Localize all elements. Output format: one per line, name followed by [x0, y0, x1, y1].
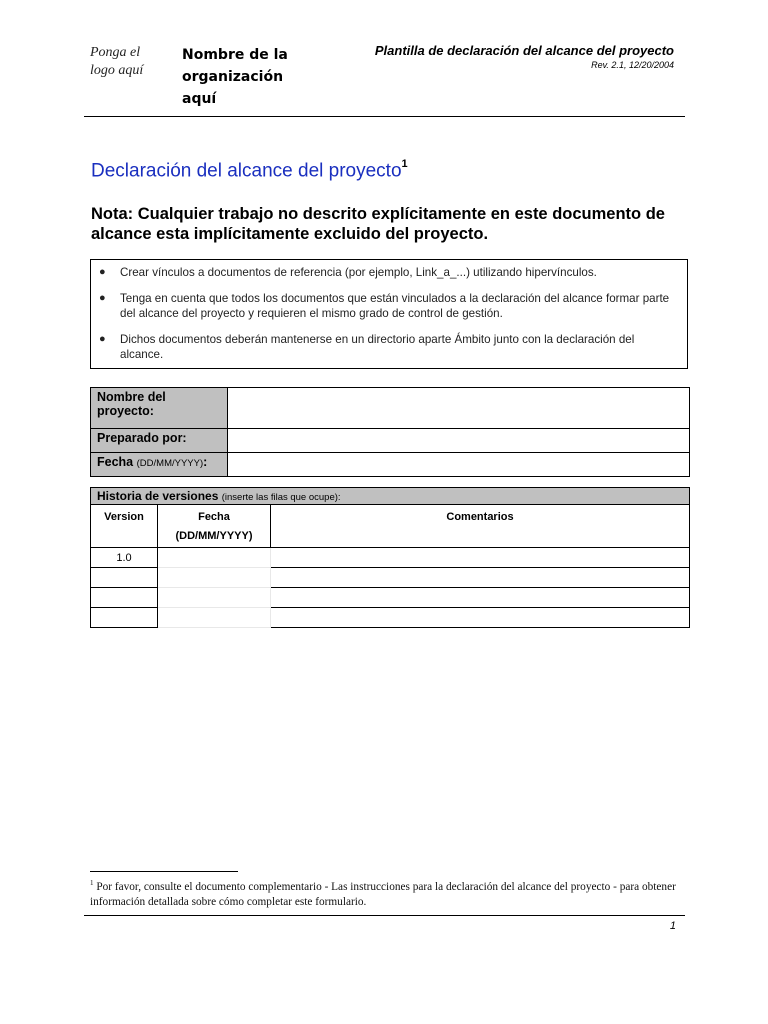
- scope-note: Nota: Cualquier trabajo no descrito explícitamente en este documento de alcance esta implícitamente excluido del proyecto.: [91, 205, 665, 243]
- project-name-field[interactable]: [228, 388, 690, 429]
- date-format-hint: (DD/MM/YYYY): [136, 458, 204, 469]
- project-info-table: [90, 387, 690, 477]
- version-cell[interactable]: 1.0: [91, 548, 158, 568]
- instructions-list: [91, 260, 687, 362]
- instruction-item: [99, 291, 679, 321]
- instruction-text: Tenga en cuenta que todos los documentos que están vinculados a la declaración del alcance formar parte del alcance del proyecto y requieren el mismo grado de control de gestión.: [120, 292, 670, 320]
- version-cell[interactable]: [91, 588, 158, 608]
- instruction-text: Dichos documentos deberán mantenerse en un directorio aparte Ámbito junto con la declaración del alcance.: [120, 333, 635, 361]
- bullet-icon: ●: [99, 292, 106, 304]
- org-line-3: aquí: [182, 91, 217, 107]
- comments-cell[interactable]: [271, 608, 690, 628]
- table-row: [91, 453, 690, 477]
- column-header-date-line-2: (DD/MM/YYYY): [175, 530, 253, 542]
- organization-name: [182, 44, 332, 110]
- footnote: [90, 876, 690, 910]
- table-row: [91, 588, 690, 608]
- prepared-by-field[interactable]: [228, 429, 690, 453]
- instruction-text: Crear vínculos a documentos de referencia (por ejemplo, Link_a_...) utilizando hipervínculos.: [120, 266, 597, 279]
- footer-divider: [84, 915, 685, 916]
- logo-placeholder: [90, 44, 170, 80]
- version-cell[interactable]: [91, 568, 158, 588]
- footnote-text: Por favor, consulte el documento complementario - Las instrucciones para la declaración del alcance del proyecto - para obtener información detallada sobre cómo completar este formulario.: [90, 880, 676, 908]
- revision-info: Rev. 2.1, 12/20/2004: [591, 60, 674, 70]
- column-header-date-line-1: Fecha: [198, 511, 230, 523]
- date-cell[interactable]: [158, 548, 271, 568]
- comments-cell[interactable]: [271, 588, 690, 608]
- template-title: Plantilla de declaración del alcance del proyecto: [374, 43, 674, 58]
- project-name-label-line-2: proyecto:: [97, 404, 154, 418]
- date-label-colon: :: [203, 455, 208, 469]
- column-header-version: Version: [91, 505, 158, 548]
- footnote-separator: [90, 871, 238, 872]
- column-header-comments: Comentarios: [271, 505, 690, 548]
- date-label: [91, 453, 228, 477]
- instruction-item: [99, 265, 679, 280]
- table-row: [91, 548, 690, 568]
- prepared-by-label: Preparado por:: [91, 429, 228, 453]
- date-cell[interactable]: [158, 608, 271, 628]
- instruction-item: [99, 332, 679, 362]
- table-row: [91, 429, 690, 453]
- date-field[interactable]: [228, 453, 690, 477]
- date-cell[interactable]: [158, 568, 271, 588]
- version-history-note: (inserte las filas que ocupe):: [221, 492, 341, 503]
- logo-line-2: logo aquí: [90, 63, 144, 78]
- column-header-date: [158, 505, 271, 548]
- bullet-icon: ●: [99, 266, 106, 278]
- date-cell[interactable]: [158, 588, 271, 608]
- table-row: [91, 388, 690, 429]
- logo-line-1: Ponga el: [90, 45, 141, 60]
- table-row: [91, 568, 690, 588]
- version-history-caption: [91, 488, 690, 505]
- footnote-reference[interactable]: 1: [401, 158, 408, 170]
- version-cell[interactable]: [91, 608, 158, 628]
- org-line-2: organización: [182, 69, 284, 85]
- version-history-table: [90, 487, 690, 628]
- page-title-text: Declaración del alcance del proyecto: [91, 160, 402, 182]
- header-divider: [84, 116, 685, 117]
- footnote-mark: 1: [90, 879, 94, 887]
- table-caption-row: [91, 488, 690, 505]
- instructions-box: [90, 259, 688, 369]
- page-title: [91, 160, 408, 182]
- comments-cell[interactable]: [271, 568, 690, 588]
- date-label-text: Fecha: [97, 455, 134, 469]
- bullet-icon: ●: [99, 333, 106, 345]
- project-name-label-line-1: Nombre del: [97, 390, 166, 404]
- table-header-row: [91, 505, 690, 548]
- comments-cell[interactable]: [271, 548, 690, 568]
- version-history-title: Historia de versiones: [97, 489, 219, 503]
- org-line-1: Nombre de la: [182, 47, 288, 63]
- project-name-label: [91, 388, 228, 429]
- table-row: [91, 608, 690, 628]
- page-number: 1: [669, 920, 676, 932]
